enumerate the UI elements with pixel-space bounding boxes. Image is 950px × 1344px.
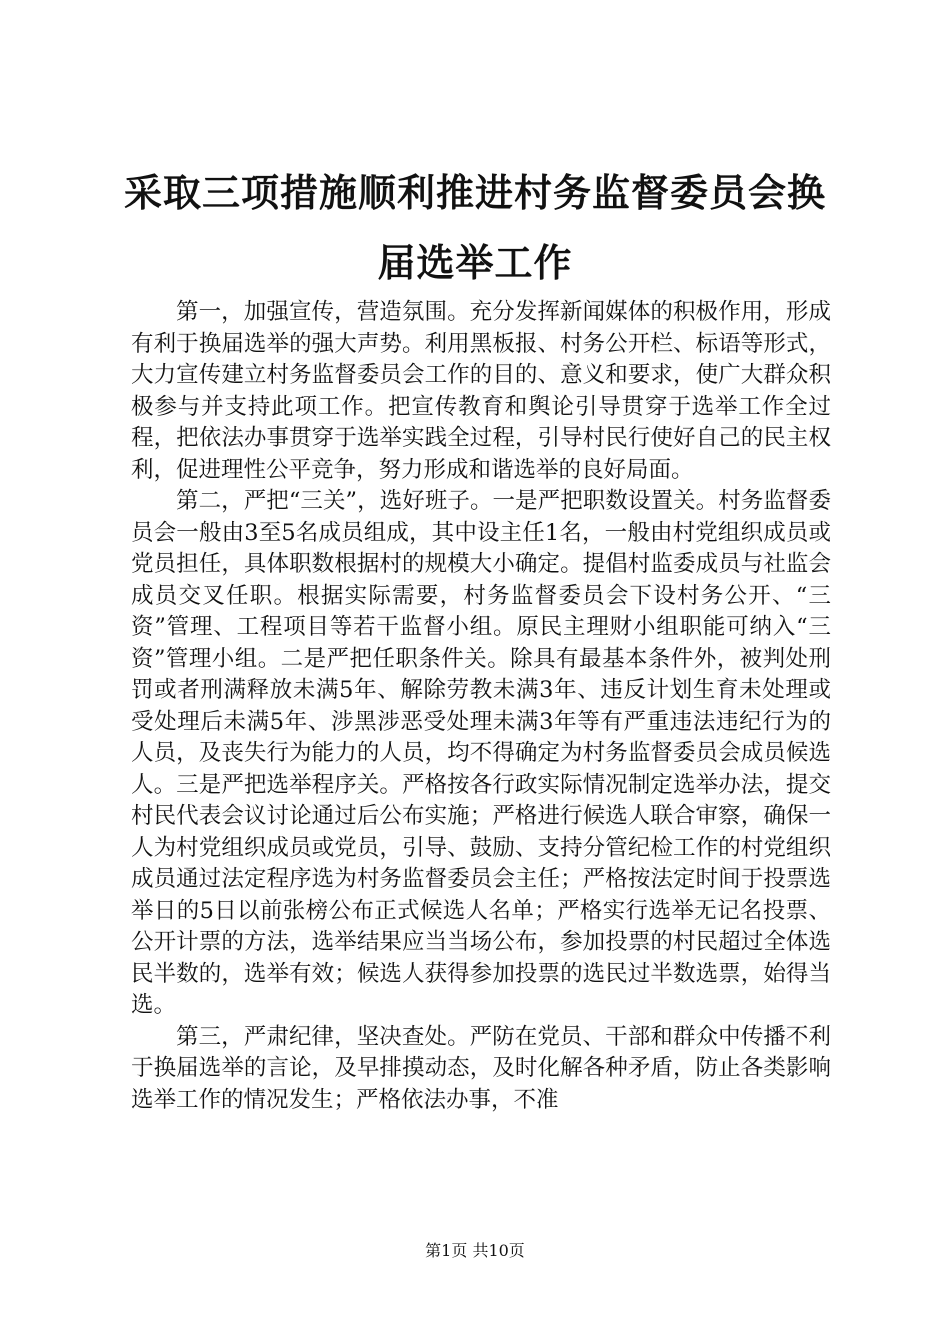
page-footer: 第1页 共10页 (425, 1241, 525, 1260)
document-title: 采取三项措施顺利推进村务监督委员会换届选举工作 (123, 170, 826, 285)
paragraph-2: 第二，严把“三关”，选好班子。一是严把职数设置关。村务监督委员会一般由3至5名成员组成，其中设主任1名，一般由村党组织成员或党员担任，具体职数根据村的规模大小确定。提倡村监委成员与社监会成员交叉任职。根据实际需要，村务监督委员会下设村务公开、“三资”管理、工程项目等若干监督小组。原民主理财小组职能可纳入“三资”管理小组。二是严把任职条件关。除具有最基本条件外，被判处刑罚或者刑满释放未满5年、解除劳教未满3年、违反计划生育未处理或受处理后未满5年、涉黑涉恶受处理未满3年等有严重违法违纪行为的人员，及丧失行为能力的人员，均不得确定为村务监督委员会成员候选人。三是严把选举程序关。严格按各行政实际情况制定选举办法，提交村民代表会议讨论通过后公布实施；严格进行候选人联合审察，确保一人为村党组织成员或党员，引导、鼓励、支持分管纪检工作的村党组织成员通过法定程序选为村务监督委员会主任；严格按法定时间于投票选举日的5日以前张榜公布正式候选人名单；严格实行选举无记名投票、公开计票的方法，选举结果应当当场公布，参加投票的村民超过全体选民半数的，选举有效；候选人获得参加投票的选民过半数选票，始得当选。 (131, 488, 831, 1018)
paragraph-3: 第三，严肃纪律，坚决查处。严防在党员、干部和群众中传播不利于换届选举的言论，及早排摸动态，及时化解各种矛盾，防止各类影响选举工作的情况发生；严格依法办事，不准 (131, 1023, 831, 1113)
document-body (131, 297, 831, 1116)
paragraph-1: 第一，加强宣传，营造氛围。充分发挥新闻媒体的积极作用，形成有利于换届选举的强大声势。利用黑板报、村务公开栏、标语等形式，大力宣传建立村务监督委员会工作的目的、意义和要求，使广大群众积极参与并支持此项工作。把宣传教育和舆论引导贯穿于选举工作全过程，把依法办事贯穿于选举实践全过程，引导村民行使好自己的民主权利，促进理性公平竞争，努力形成和谐选举的良好局面。 (131, 299, 831, 483)
